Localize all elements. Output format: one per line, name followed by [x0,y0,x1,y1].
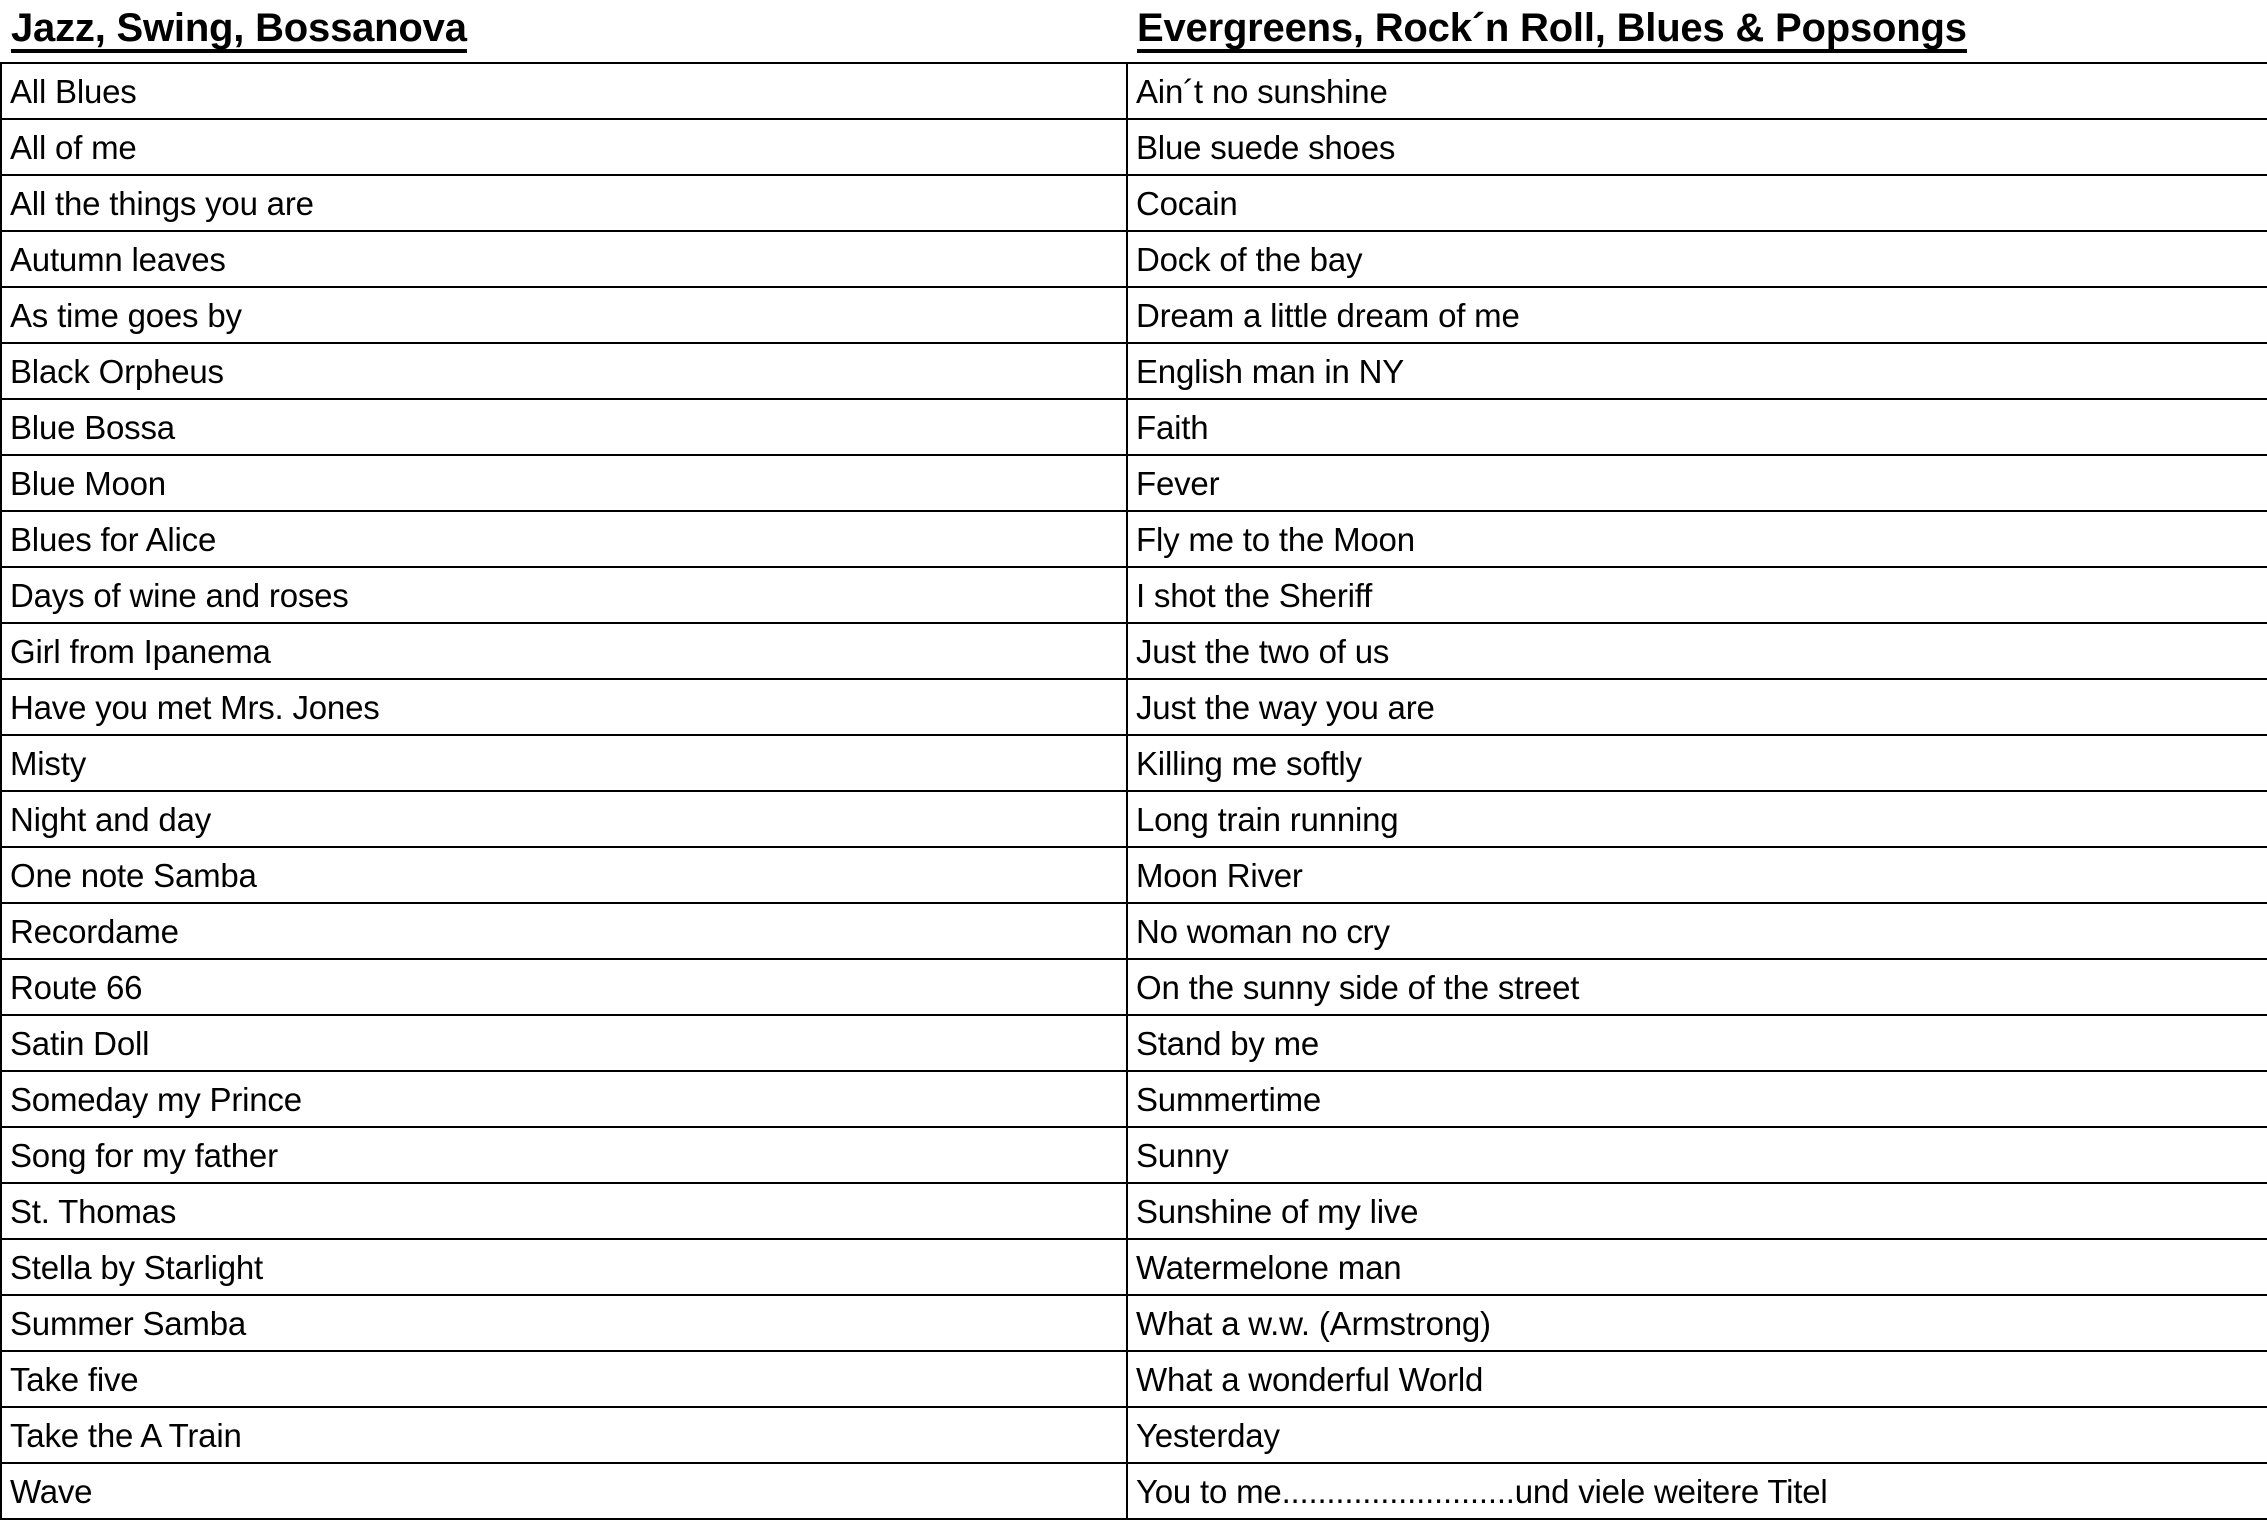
table-row [1,791,2267,847]
song-cell-evergreen: Long train running [1127,791,2267,847]
column-header-jazz-label: Jazz, Swing, Bossanova [11,8,467,53]
song-cell-evergreen: Ain´t no sunshine [1127,63,2267,119]
song-cell-evergreen: Killing me softly [1127,735,2267,791]
column-header-evergreens-label: Evergreens, Rock´n Roll, Blues & Popsongs [1137,8,1967,53]
table-body [1,63,2267,1519]
table-row [1,455,2267,511]
table-row [1,903,2267,959]
song-cell-jazz: Blue Bossa [1,399,1127,455]
table-row [1,735,2267,791]
table-row [1,847,2267,903]
song-cell-jazz: Autumn leaves [1,231,1127,287]
song-cell-jazz: Days of wine and roses [1,567,1127,623]
song-cell-evergreen: Yesterday [1127,1407,2267,1463]
table-row [1,399,2267,455]
table-row [1,119,2267,175]
song-cell-evergreen: Dock of the bay [1127,231,2267,287]
song-cell-jazz: Take the A Train [1,1407,1127,1463]
song-cell-evergreen: Stand by me [1127,1015,2267,1071]
table-row [1,959,2267,1015]
song-cell-evergreen: Sunshine of my live [1127,1183,2267,1239]
table-row [1,343,2267,399]
song-cell-evergreen: What a w.w. (Armstrong) [1127,1295,2267,1351]
song-cell-evergreen: On the sunny side of the street [1127,959,2267,1015]
song-cell-jazz: Black Orpheus [1,343,1127,399]
song-cell-evergreen: You to me..........................und viele weitere Titel [1127,1463,2267,1519]
table-header [1,0,2267,63]
song-cell-evergreen: Watermelone man [1127,1239,2267,1295]
song-cell-jazz: All Blues [1,63,1127,119]
song-cell-jazz: Misty [1,735,1127,791]
song-cell-evergreen: Moon River [1127,847,2267,903]
song-cell-jazz: Girl from Ipanema [1,623,1127,679]
song-cell-evergreen: Just the way you are [1127,679,2267,735]
song-cell-evergreen: Faith [1127,399,2267,455]
song-cell-evergreen: English man in NY [1127,343,2267,399]
song-cell-jazz: All the things you are [1,175,1127,231]
song-cell-jazz: All of me [1,119,1127,175]
song-cell-evergreen: Sunny [1127,1127,2267,1183]
song-cell-jazz: St. Thomas [1,1183,1127,1239]
song-cell-evergreen: Cocain [1127,175,2267,231]
song-cell-jazz: Wave [1,1463,1127,1519]
table-row [1,1407,2267,1463]
song-cell-evergreen: Fever [1127,455,2267,511]
song-cell-jazz: Satin Doll [1,1015,1127,1071]
table-row [1,1015,2267,1071]
table-row [1,63,2267,119]
song-cell-evergreen: Dream a little dream of me [1127,287,2267,343]
table-row [1,175,2267,231]
song-cell-jazz: Summer Samba [1,1295,1127,1351]
table-row [1,1127,2267,1183]
table-row [1,1295,2267,1351]
song-cell-evergreen: Blue suede shoes [1127,119,2267,175]
song-cell-evergreen: Just the two of us [1127,623,2267,679]
table-row [1,567,2267,623]
table-row [1,1463,2267,1519]
table-row [1,287,2267,343]
song-cell-jazz: Blue Moon [1,455,1127,511]
table-row [1,1183,2267,1239]
song-cell-jazz: Song for my father [1,1127,1127,1183]
column-header-jazz [1,0,1127,63]
song-cell-jazz: Someday my Prince [1,1071,1127,1127]
song-cell-jazz: Blues for Alice [1,511,1127,567]
table-row [1,679,2267,735]
song-cell-jazz: Take five [1,1351,1127,1407]
song-cell-jazz: Stella by Starlight [1,1239,1127,1295]
table-row [1,1351,2267,1407]
song-cell-evergreen: I shot the Sheriff [1127,567,2267,623]
song-cell-jazz: Recordame [1,903,1127,959]
table-row [1,231,2267,287]
table-row [1,511,2267,567]
song-cell-evergreen: No woman no cry [1127,903,2267,959]
song-cell-evergreen: Fly me to the Moon [1127,511,2267,567]
song-cell-evergreen: Summertime [1127,1071,2267,1127]
song-cell-jazz: Night and day [1,791,1127,847]
header-row [1,0,2267,63]
song-cell-jazz: Have you met Mrs. Jones [1,679,1127,735]
song-cell-jazz: Route 66 [1,959,1127,1015]
song-cell-jazz: As time goes by [1,287,1127,343]
table-row [1,1071,2267,1127]
song-cell-jazz: One note Samba [1,847,1127,903]
table-row [1,1239,2267,1295]
song-cell-evergreen: What a wonderful World [1127,1351,2267,1407]
table-row [1,623,2267,679]
column-header-evergreens [1127,0,2267,63]
